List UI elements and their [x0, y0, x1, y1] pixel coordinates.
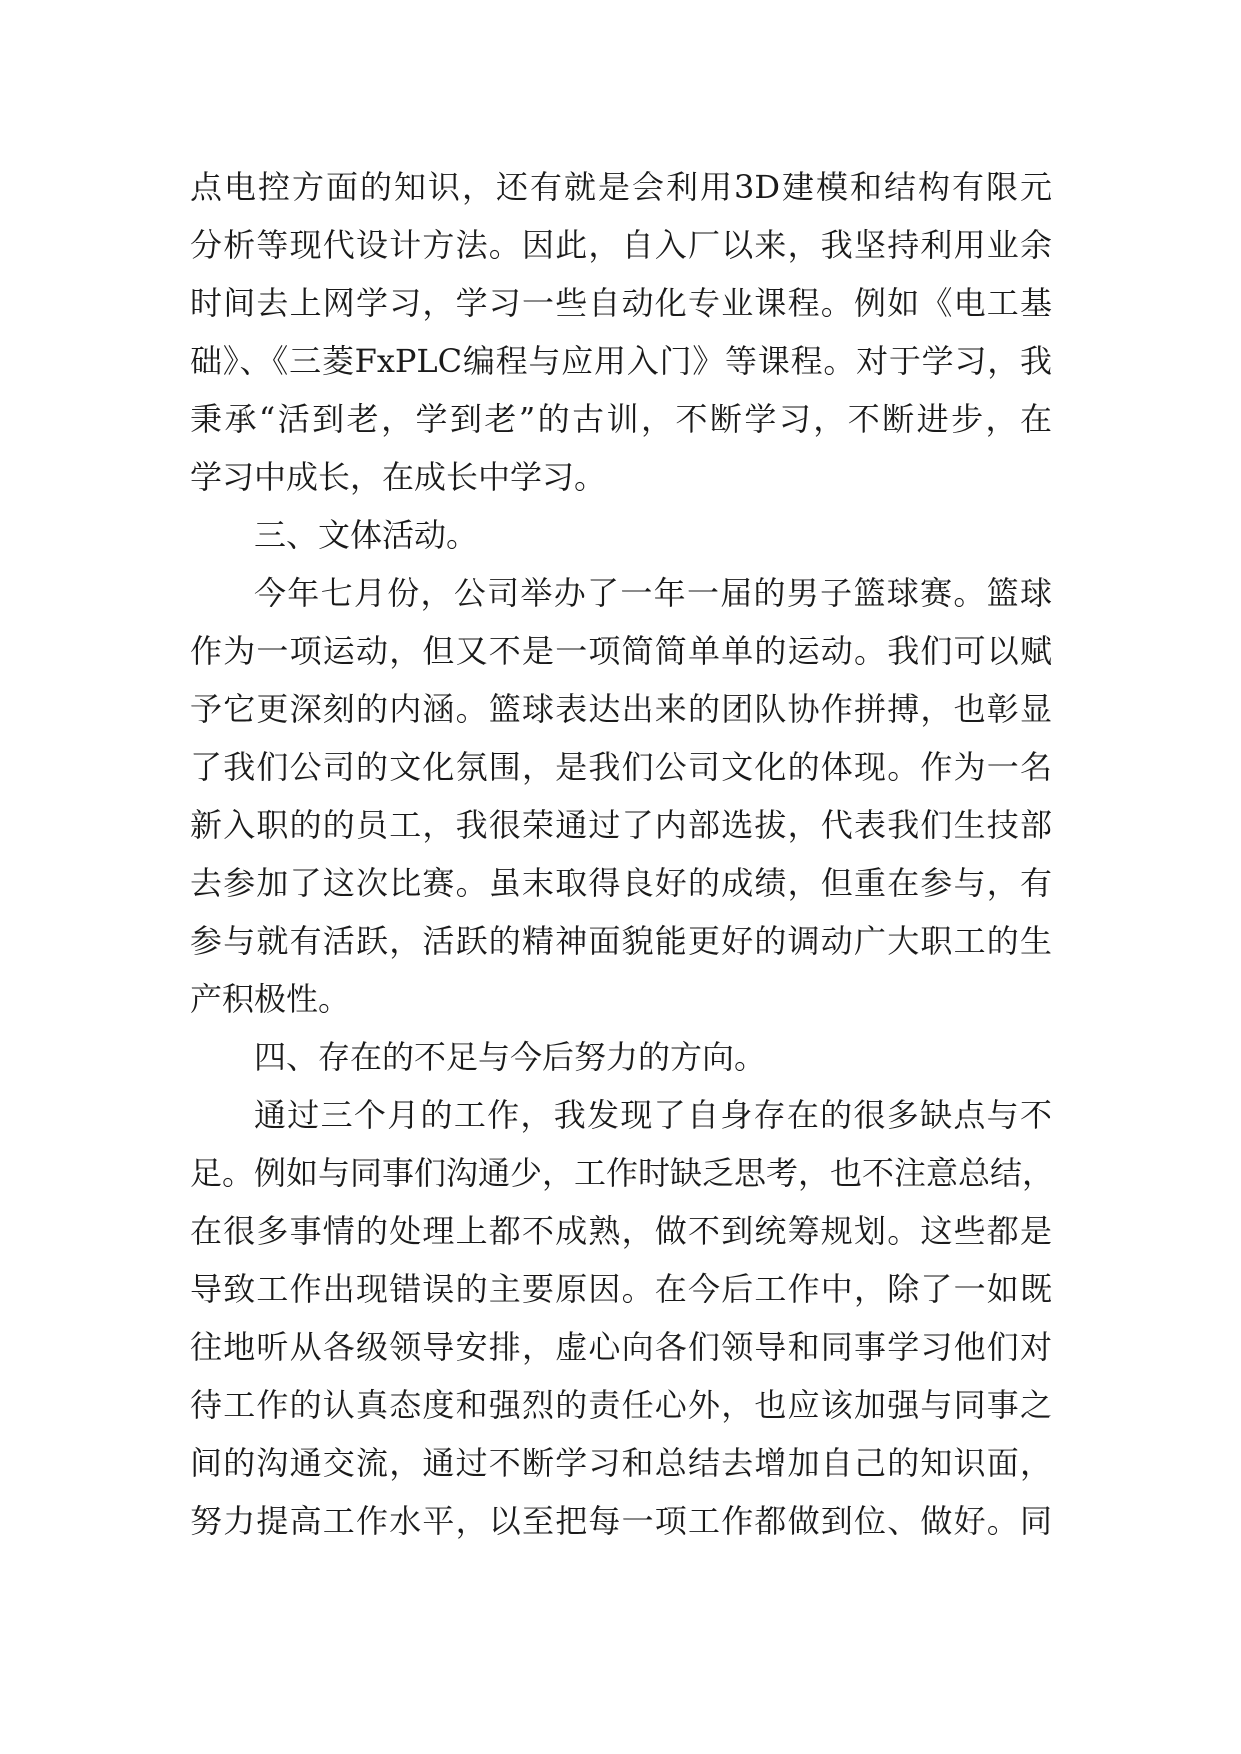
text-line: 努力提高工作水平，以至把每一项工作都做到位、做好。同	[190, 1502, 1052, 1540]
text-line: 点电控方面的知识，还有就是会利用3D建模和结构有限元	[190, 168, 1052, 206]
text-line: 四、存在的不足与今后努力的方向。	[254, 1038, 767, 1076]
body-text	[190, 158, 1055, 1550]
text-line: 导致工作出现错误的主要原因。在今后工作中，除了一如既	[190, 1270, 1052, 1308]
text-line: 予它更深刻的内涵。篮球表达出来的团队协作拼搏，也彰显	[190, 690, 1052, 728]
text-line: 待工作的认真态度和强烈的责任心外，也应该加强与同事之	[190, 1386, 1052, 1424]
text-line: 产积极性。	[190, 980, 351, 1018]
text-line: 时间去上网学习，学习一些自动化专业课程。例如《电工基	[190, 284, 1052, 322]
text-line: 了我们公司的文化氛围，是我们公司文化的体现。作为一名	[190, 748, 1052, 786]
text-line: 足。例如与同事们沟通少，工作时缺乏思考，也不注意总结，	[190, 1154, 1055, 1192]
text-line: 往地听从各级领导安排，虚心向各们领导和同事学习他们对	[190, 1328, 1052, 1366]
text-line: 秉承“活到老，学到老”的古训，不断学习，不断进步，在	[190, 400, 1052, 438]
text-line: 础》、《三菱FxPLC编程与应用入门》等课程。对于学习，我	[190, 342, 1052, 380]
text-line: 去参加了这次比赛。虽末取得良好的成绩，但重在参与，有	[190, 864, 1052, 902]
text-line: 间的沟通交流，通过不断学习和总结去增加自己的知识面，	[190, 1444, 1052, 1482]
text-line: 作为一项运动，但又不是一项简简单单的运动。我们可以赋	[190, 632, 1052, 670]
text-line: 通过三个月的工作，我发现了自身存在的很多缺点与不	[254, 1096, 1052, 1134]
text-line: 参与就有活跃，活跃的精神面貌能更好的调动广大职工的生	[190, 922, 1052, 960]
text-line: 新入职的的员工，我很荣通过了内部选拔，代表我们生技部	[190, 806, 1052, 844]
text-line: 今年七月份，公司举办了一年一届的男子篮球赛。篮球	[254, 574, 1052, 612]
text-line: 在很多事情的处理上都不成熟，做不到统筹规划。这些都是	[190, 1212, 1052, 1250]
text-line: 学习中成长，在成长中学习。	[190, 458, 607, 496]
text-line: 分析等现代设计方法。因此，自入厂以来，我坚持利用业余	[190, 226, 1052, 264]
text-line: 三、文体活动。	[254, 516, 479, 554]
